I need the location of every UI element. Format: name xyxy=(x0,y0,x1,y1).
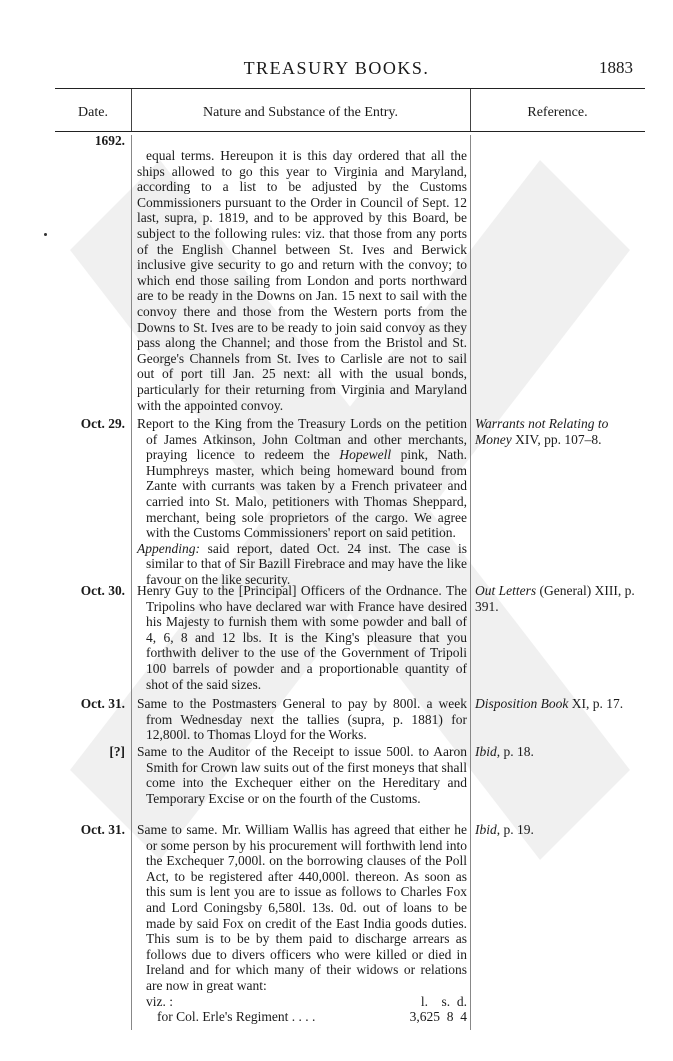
column-divider-right-body xyxy=(470,135,471,1030)
entry-text: Report to the King from the Treasury Lords on the petition of James Atkinson, John Coltman and other merchants, praying licence to redeem the Hopewell pink, Nath. Humphreys master, which being homeward bound from Zante with currants was taken by a French privateer and carried into St. Malo, petitioners with Thomas Sheppard, merchant, being sole proprietors of the cargo. We agree with the Customs Commissioners' report on said petition. Appending: said report, dated Oct. 24 inst. The case is similar to that of Sir Bazill Firebrace and may have the like favour on the like security. xyxy=(137,416,467,587)
entry-date: Oct. 31. xyxy=(80,822,125,837)
running-title: TREASURY BOOKS. xyxy=(243,58,430,78)
entry-reference: Warrants not Relating to Money XIV, pp. 107–8. xyxy=(475,416,609,447)
money-item-row: for Col. Erle's Regiment . . . . 3,625 8 4 xyxy=(157,1009,467,1025)
entry-text: equal terms. Hereupon it is this day ordered that all the ships allowed to go this year to Virginia and Maryland, according to a list to be adjusted by the Customs Commissioners pursuant to the Order in Council of Sept. 12 last, supra, p. 1819, and to be approved by this Board, be subject to the following rules: viz. that those from any ports of the English Channel between St. Ives and Berwick inclusive give security to go and return with the convoy; to which end those sailing from London and ports northward are to be ready in the Downs on Jan. 15 next to sail with the convoy there and those from the Western ports from the Downs to St. Ives are to be ready to join said convoy as they pass along the Channel; and those from the Bristol and St. George's Channels from St. Ives to Carlisle are not to sail out of port till Jan. 25 next: all with the usual bonds, particularly for their returning from Virginia and Maryland with the appointed convoy. xyxy=(137,148,467,413)
entry-reference: Ibid, p. 18. xyxy=(475,744,534,759)
column-header-reference: Reference. xyxy=(527,105,588,120)
entry-date: Oct. 30. xyxy=(80,583,125,598)
column-divider-left-body xyxy=(131,135,132,1030)
entry-date: Oct. 29. xyxy=(80,416,125,431)
ship-name: Hopewell xyxy=(339,447,392,463)
entry-date: [?] xyxy=(109,744,125,759)
entry-text: Same to same. Mr. William Wallis has agreed that either he or some person by his procurement will forthwith lend into the Exchequer 7,000l. on the borrowing clauses of the Poll Act, to be registered after 440,000l. thereon. As soon as this sum is lent you are to issue as follows to Charles Fox and Lord Coningsby 6,580l. 13s. 0d. out of loans to be made by said Fox on credit of the East India goods duties. This sum is to be by them paid to discharge arrears as follows due to divers officers who were killed or died in Ireland and for which many of their widows or relations are now in great want: viz. : l. s. d. for Col. Erle's Regiment . . . . 3,625 8 4 xyxy=(137,822,467,1025)
entry-reference: Out Letters (General) XIII, p. 391. xyxy=(475,583,635,614)
margin-mark xyxy=(44,233,47,236)
page-number: 1883 xyxy=(599,58,633,77)
entry-text: Same to the Auditor of the Receipt to issue 500l. to Aaron Smith for Crown law suits out of the first moneys that shall come into the Exchequer either on the Hereditary and Temporary Excise or on the fourth of the Customs. xyxy=(137,744,467,806)
entry-text: Henry Guy to the [Principal] Officers of the Ordnance. The Tripolins who have declared war with France have desired his Majesty to furnish them with some powder and ball of 4, 6, 8 and 12 lbs. It is the King's pleasure that you forthwith deliver to the use of the Government of Tripoli 100 barrels of powder and a proportionable quantity of shot of the said sizes. xyxy=(137,583,467,692)
entry-date: 1692. xyxy=(94,133,125,148)
entry-text: Same to the Postmasters General to pay by 800l. a week from Wednesday next the tallies (supra, p. 1881) for 12,800l. to Thomas Lloyd for the Works. xyxy=(137,696,467,743)
entry-reference: Disposition Book XI, p. 17. xyxy=(475,696,624,711)
column-header-nature: Nature and Substance of the Entry. xyxy=(202,105,399,120)
column-header-date: Date. xyxy=(78,105,108,120)
money-header-row: viz. : l. s. d. xyxy=(146,993,467,1009)
appending-label: Appending: xyxy=(137,540,200,556)
header-bottom-rule xyxy=(55,131,645,132)
entry-reference: Ibid, p. 19. xyxy=(475,822,534,837)
header-top-rule xyxy=(55,88,645,89)
entry-date: Oct. 31. xyxy=(80,696,125,711)
